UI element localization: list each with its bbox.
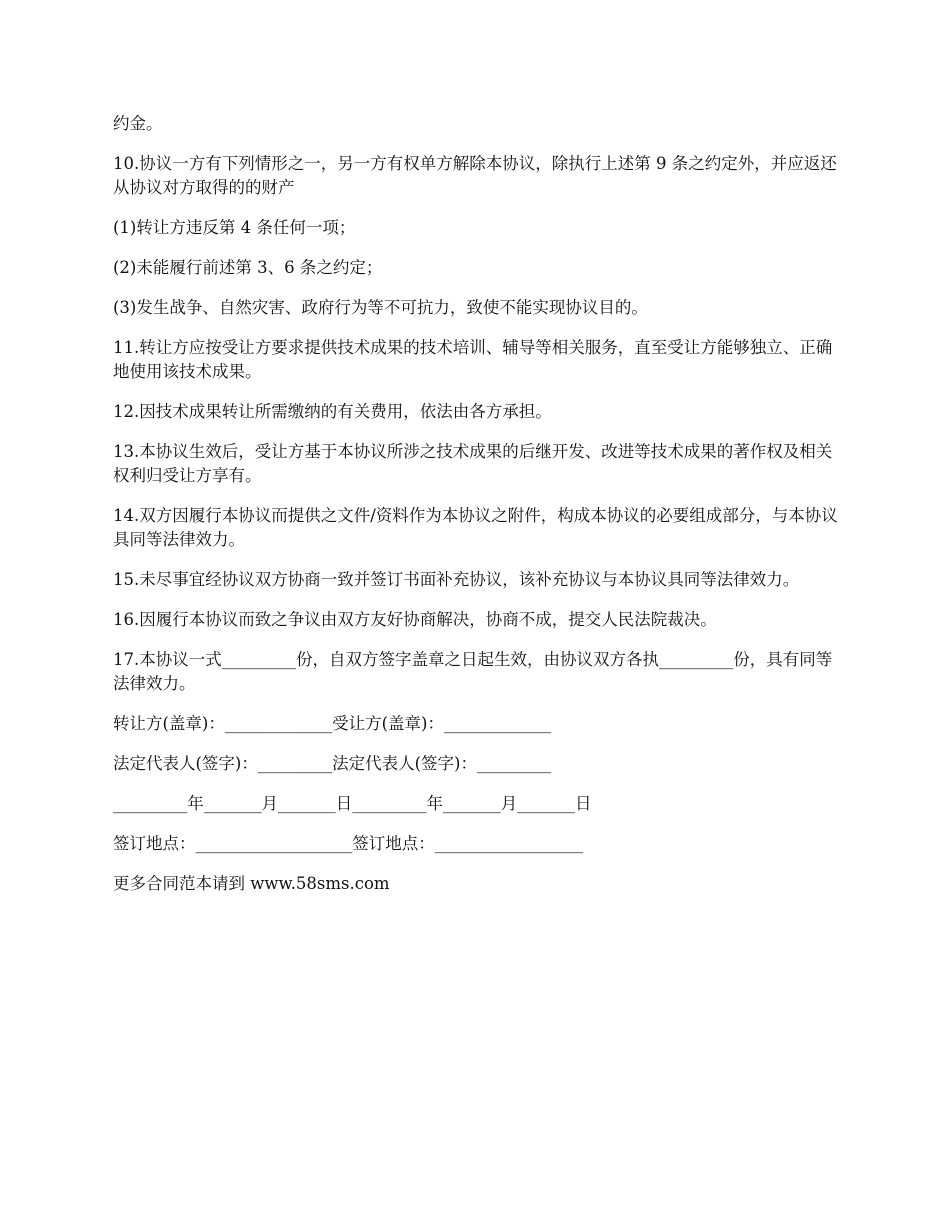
clause-10-item-1: (1)转让方违反第 4 条任何一项；	[113, 218, 356, 237]
paragraph-penalty-tail: 约金。	[113, 114, 163, 133]
clause-10: 10.协议一方有下列情形之一，另一方有权单方解除本协议，除执行上述第 9 条之约定外，并应返还从协议对方取得的的财产	[113, 154, 837, 197]
signature-date-line: _________年_______月_______日_________年_______月_______日	[113, 794, 592, 813]
clause-13: 13.本协议生效后，受让方基于本协议所涉之技术成果的后继开发、改进等技术成果的著作权及相关权利归受让方享有。	[113, 442, 833, 485]
clause-10-item-3: (3)发生战争、自然灾害、政府行为等不可抗力，致使不能实现协议目的。	[113, 298, 648, 317]
clause-15: 15.未尽事宜经协议双方协商一致并签订书面补充协议，该补充协议与本协议具同等法律效力。	[113, 570, 800, 589]
footer-more-templates: 更多合同范本请到 www.58sms.com	[113, 874, 390, 893]
clause-11: 11.转让方应按受让方要求提供技术成果的技术培训、辅导等相关服务，直至受让方能够独立、正确地使用该技术成果。	[113, 338, 833, 381]
signature-seal-line: 转让方(盖章)：_____________受让方(盖章)：_____________	[113, 714, 552, 733]
clause-10-item-2: (2)未能履行前述第 3、6 条之约定；	[113, 258, 383, 277]
clause-17: 17.本协议一式_________份，自双方签字盖章之日起生效，由协议双方各执_________份，具有同等法律效力。	[113, 650, 833, 693]
signature-representative-line: 法定代表人(签字)：_________法定代表人(签字)：_________	[113, 754, 552, 773]
clause-12: 12.因技术成果转让所需缴纳的有关费用，依法由各方承担。	[113, 402, 552, 421]
signature-place-line: 签订地点：___________________签订地点：__________________	[113, 834, 584, 853]
document-page	[113, 112, 843, 912]
clause-16: 16.因履行本协议而致之争议由双方友好协商解决，协商不成，提交人民法院裁决。	[113, 610, 717, 629]
clause-14: 14.双方因履行本协议而提供之文件/资料作为本协议之附件，构成本协议的必要组成部分，与本协议具同等法律效力。	[113, 506, 838, 549]
